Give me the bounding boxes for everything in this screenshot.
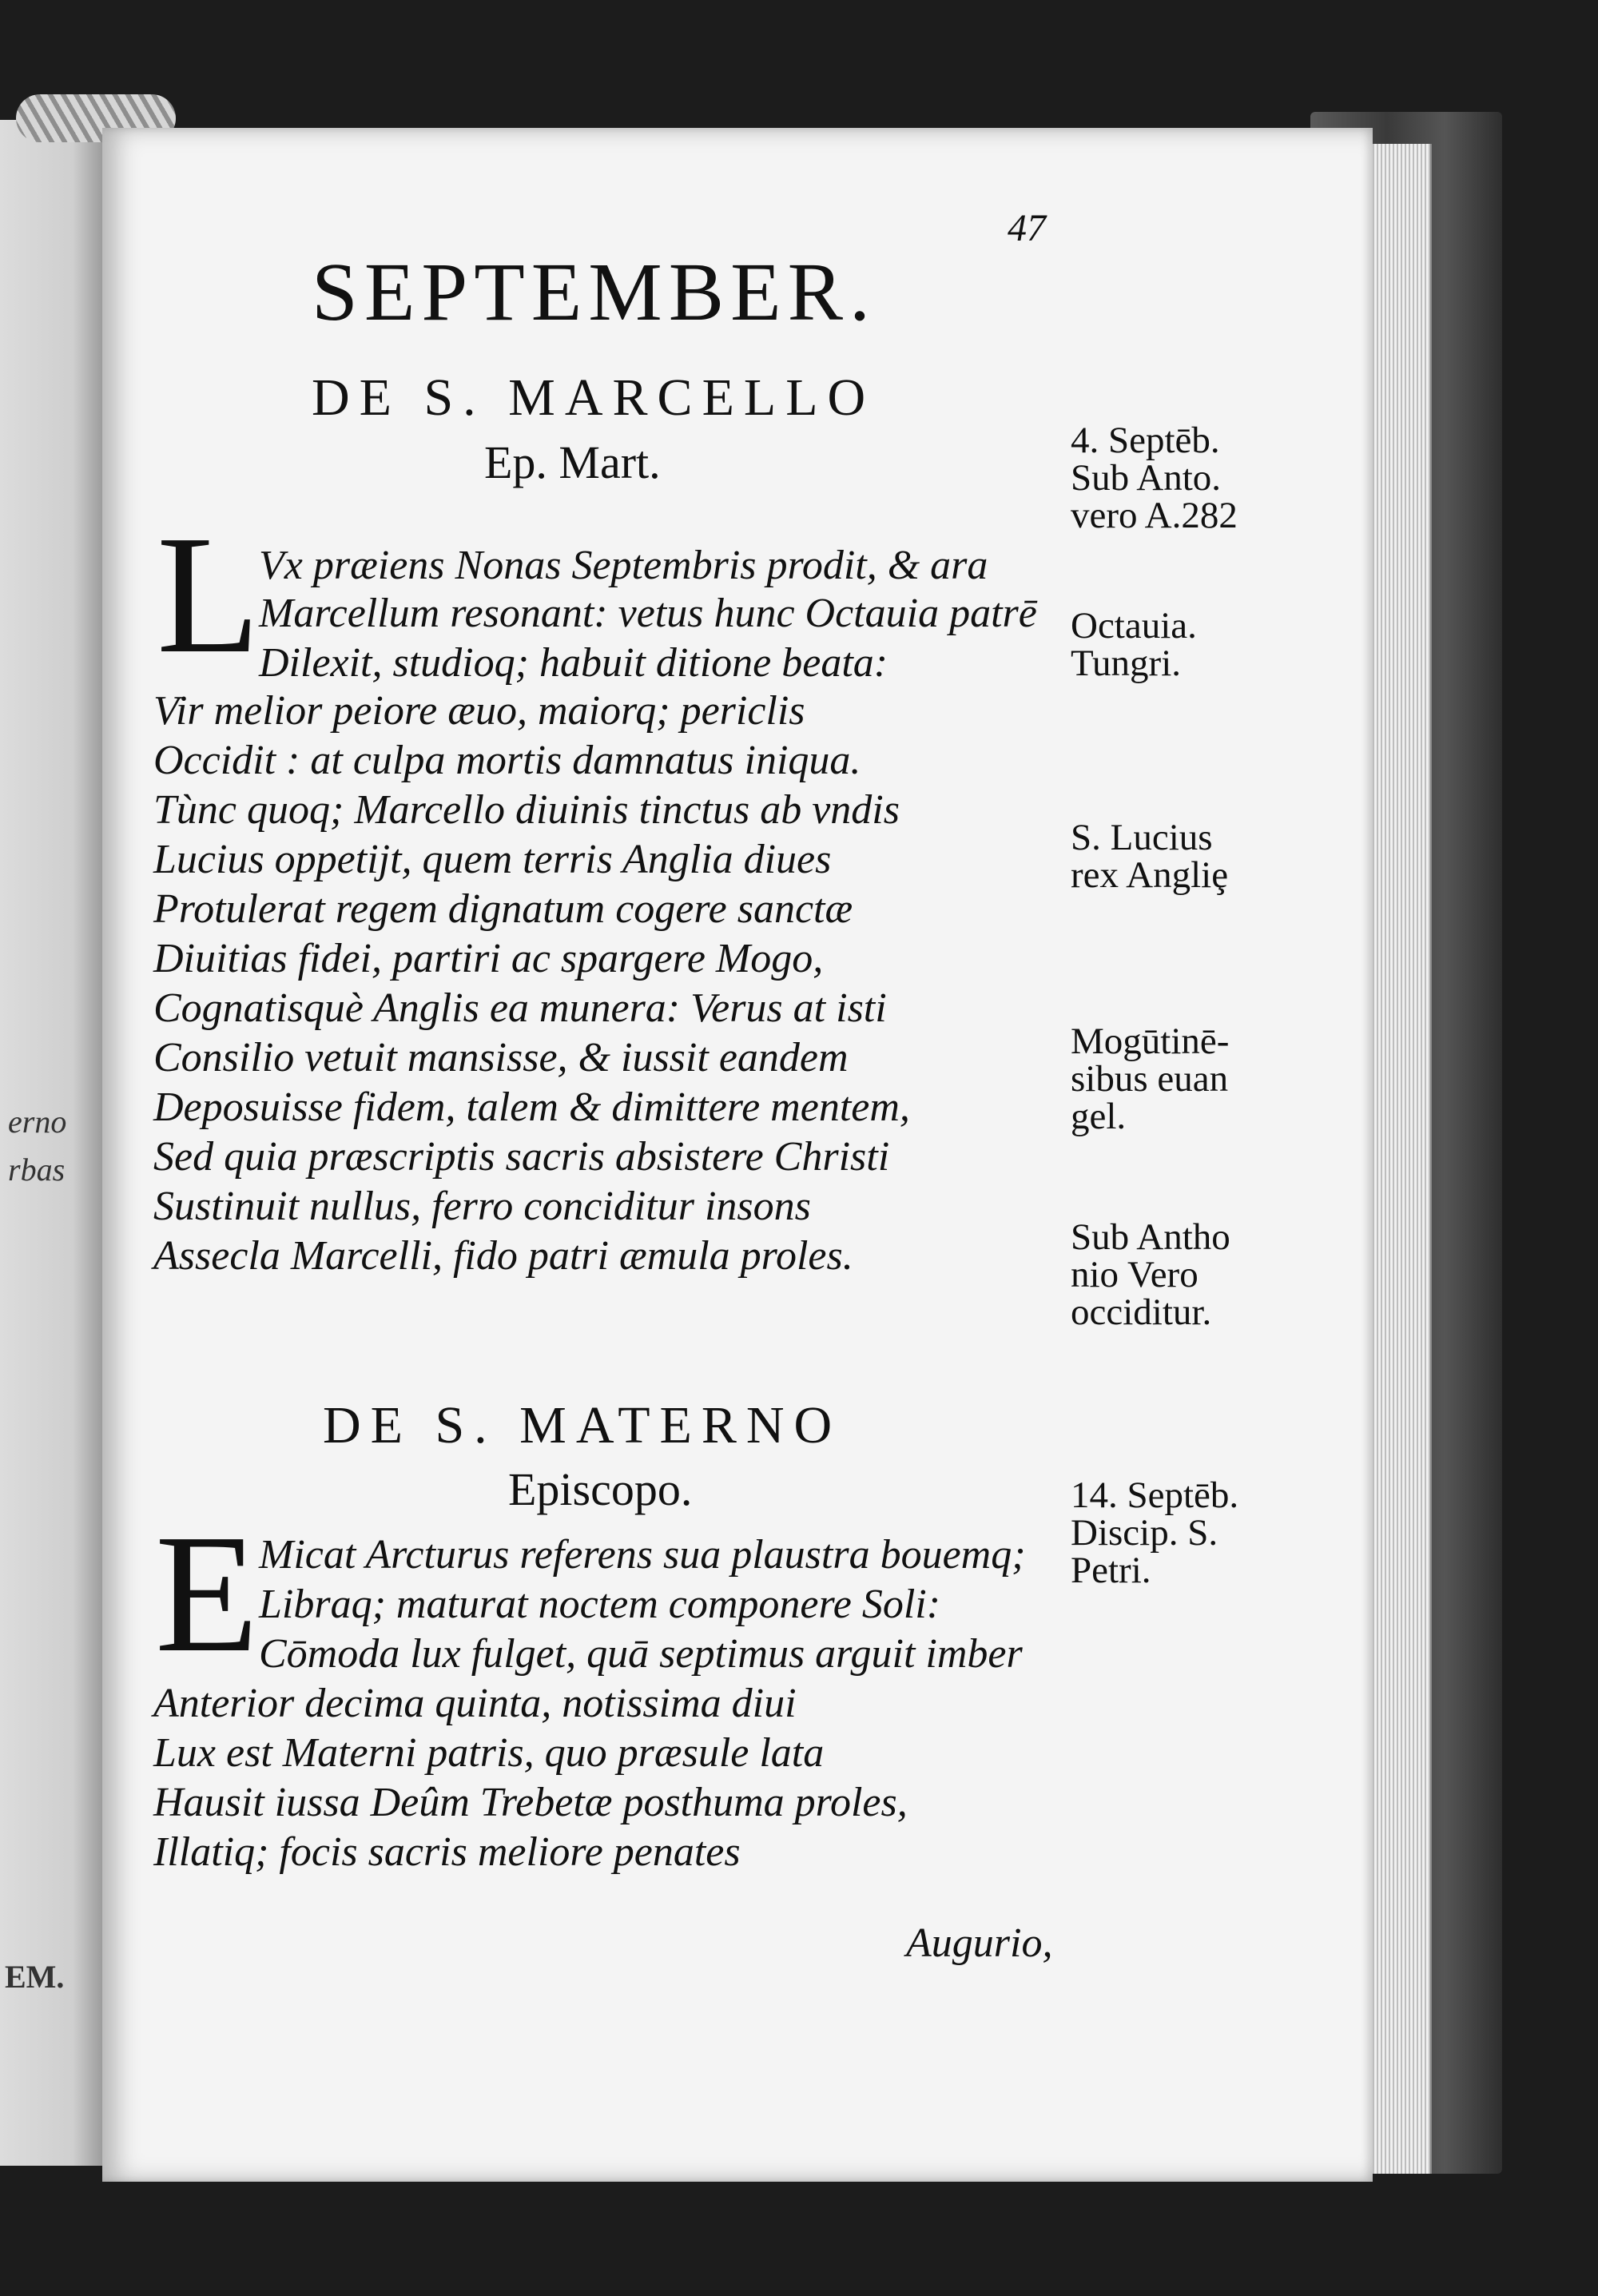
margin-note-line: gel. (1071, 1096, 1127, 1137)
section-heading: DE S. MATERNO (323, 1396, 842, 1454)
book-page (102, 128, 1373, 2182)
verse-line: Vir melior peiore æuo, maiorq; periclis (153, 688, 805, 734)
left-page-fragment: rbas (8, 1152, 66, 1188)
margin-note-line: rex Angliȩ (1071, 854, 1229, 896)
margin-note (1071, 607, 1197, 682)
verse-line: Cognatisquè Anglis ea munera: Verus at isti (153, 985, 887, 1031)
margin-note-line: 4. Septēb. (1071, 420, 1220, 461)
verse-line: Occidit : at culpa mortis damnatus iniqua. (153, 738, 861, 783)
page-number: 47 (1008, 207, 1046, 249)
verse-line: Deposuisse fidem, talem & dimittere mentem, (153, 1084, 910, 1130)
catchword: Augurio, (906, 1920, 1053, 1966)
verse-line: Tùnc quoq; Marcello diuinis tinctus ab vndis (153, 787, 900, 833)
verse-line: Protulerat regem dignatum cogere sanctæ (153, 886, 853, 932)
margin-note-line: vero A.282 (1071, 495, 1238, 536)
verse-line: Marcellum resonant: vetus hunc Octauia patrē (259, 591, 1037, 636)
margin-note-line: Discip. S. (1071, 1512, 1218, 1554)
verse-line: Hausit iussa Deûm Trebetæ posthuma proles, (153, 1780, 908, 1825)
margin-note-line: Tungri. (1071, 643, 1182, 684)
margin-note (1071, 1023, 1229, 1136)
drop-capital: E (155, 1499, 259, 1687)
margin-note-line: S. Lucius (1071, 817, 1213, 858)
section-heading: DE S. MARCELLO (312, 368, 876, 427)
verse-line: Libraq; maturat noctem componere Soli: (259, 1582, 941, 1627)
section-subheading: Episcopo. (508, 1463, 693, 1515)
margin-note-line: nio Vero (1071, 1254, 1198, 1295)
verse-line: Cōmoda lux fulget, quā septimus arguit imber (259, 1631, 1023, 1677)
verse-line: Sustinuit nullus, ferro conciditur insons (153, 1184, 811, 1229)
verse-line: Lux est Materni patris, quo præsule lata (153, 1730, 825, 1776)
running-title: SEPTEMBER. (312, 246, 877, 338)
drop-capital: L (157, 500, 260, 688)
verse-line: Lucius oppetijt, quem terris Anglia diues (153, 837, 832, 882)
left-page-fragment: erno (8, 1104, 67, 1140)
verse-line: Micat Arcturus referens sua plaustra bouemq; (259, 1532, 1026, 1578)
verse-line: Assecla Marcelli, fido patri æmula proles. (153, 1233, 853, 1279)
verse-line: Diuitias fidei, partiri ac spargere Mogo, (153, 936, 824, 981)
margin-note-line: Mogūtinē- (1071, 1021, 1230, 1062)
verse-line: Dilexit, studioq; habuit ditione beata: (259, 640, 888, 686)
margin-note-line: 14. Septēb. (1071, 1474, 1239, 1516)
margin-note-line: Sub Antho (1071, 1216, 1230, 1258)
left-page-fragment: EM. (5, 1959, 65, 1995)
margin-note-line: Sub Anto. (1071, 457, 1222, 499)
margin-note (1071, 819, 1228, 894)
margin-note (1071, 422, 1238, 535)
section-subheading: Ep. Mart. (484, 436, 661, 488)
margin-note (1071, 1474, 1239, 1591)
margin-note-line: occiditur. (1071, 1291, 1212, 1333)
margin-note-line: Octauia. (1071, 605, 1197, 647)
margin-note-line: Petri. (1071, 1550, 1151, 1591)
verse-line: Consilio vetuit mansisse, & iussit eandem (153, 1035, 849, 1080)
verse-line: Sed quia præscriptis sacris absistere Christi (153, 1134, 890, 1180)
verse-line: Anterior decima quinta, notissima diui (153, 1681, 797, 1726)
margin-note-line: sibus euan (1071, 1058, 1229, 1100)
margin-note (1071, 1216, 1230, 1333)
verse-line: Vx præiens Nonas Septembris prodit, & ara (259, 543, 988, 588)
verse-line: Illatiq; focis sacris meliore penates (153, 1829, 741, 1875)
left-page (0, 120, 104, 2166)
